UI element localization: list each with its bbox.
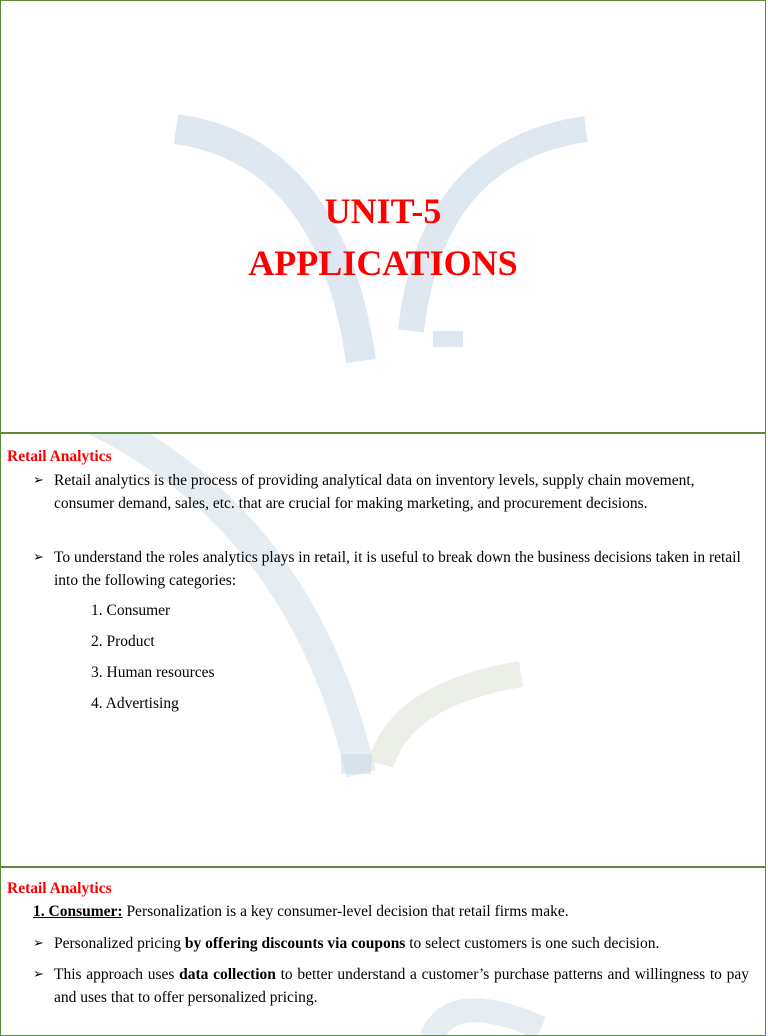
category-item: 2. Product — [91, 633, 155, 650]
bullet-item: ➢ To understand the roles analytics plays in retail, it is useful to break down the business decisions taken in retail into the following categories: — [33, 546, 749, 592]
arrow-bullet-icon: ➢ — [33, 967, 44, 982]
bullet-item: ➢ This approach uses data collection to better understand a customer’s purchase patterns and willingness to pay and uses that to offer personalized pricing. — [33, 963, 749, 1009]
slide-retail-analytics-consumer — [0, 866, 766, 1036]
consumer-label: 1. Consumer: — [33, 903, 123, 920]
consumer-text: Personalization is a key consumer-level decision that retail firms make. — [122, 903, 569, 920]
arrow-bullet-icon: ➢ — [33, 550, 44, 565]
category-item: 4. Advertising — [91, 695, 179, 712]
category-item: 3. Human resources — [91, 664, 215, 681]
slide-title — [0, 0, 766, 434]
section-heading: Retail Analytics — [7, 448, 112, 465]
applications-title: APPLICATIONS — [248, 243, 518, 283]
arrow-bullet-icon: ➢ — [33, 936, 44, 951]
bullet-item: ➢ Personalized pricing by offering discounts via coupons to select customers is one such decision. — [33, 932, 749, 955]
category-item: 1. Consumer — [91, 602, 171, 619]
slide-retail-analytics-intro — [0, 432, 766, 868]
bullet-item: ➢ Retail analytics is the process of providing analytical data on inventory levels, supply chain movement, consumer demand, sales, etc. that are crucial for making marketing, and procurement decisions. — [33, 469, 749, 515]
arrow-bullet-icon: ➢ — [33, 473, 44, 488]
section-heading: Retail Analytics — [7, 880, 112, 897]
unit-title: UNIT-5 — [324, 191, 442, 231]
consumer-line — [33, 903, 569, 921]
